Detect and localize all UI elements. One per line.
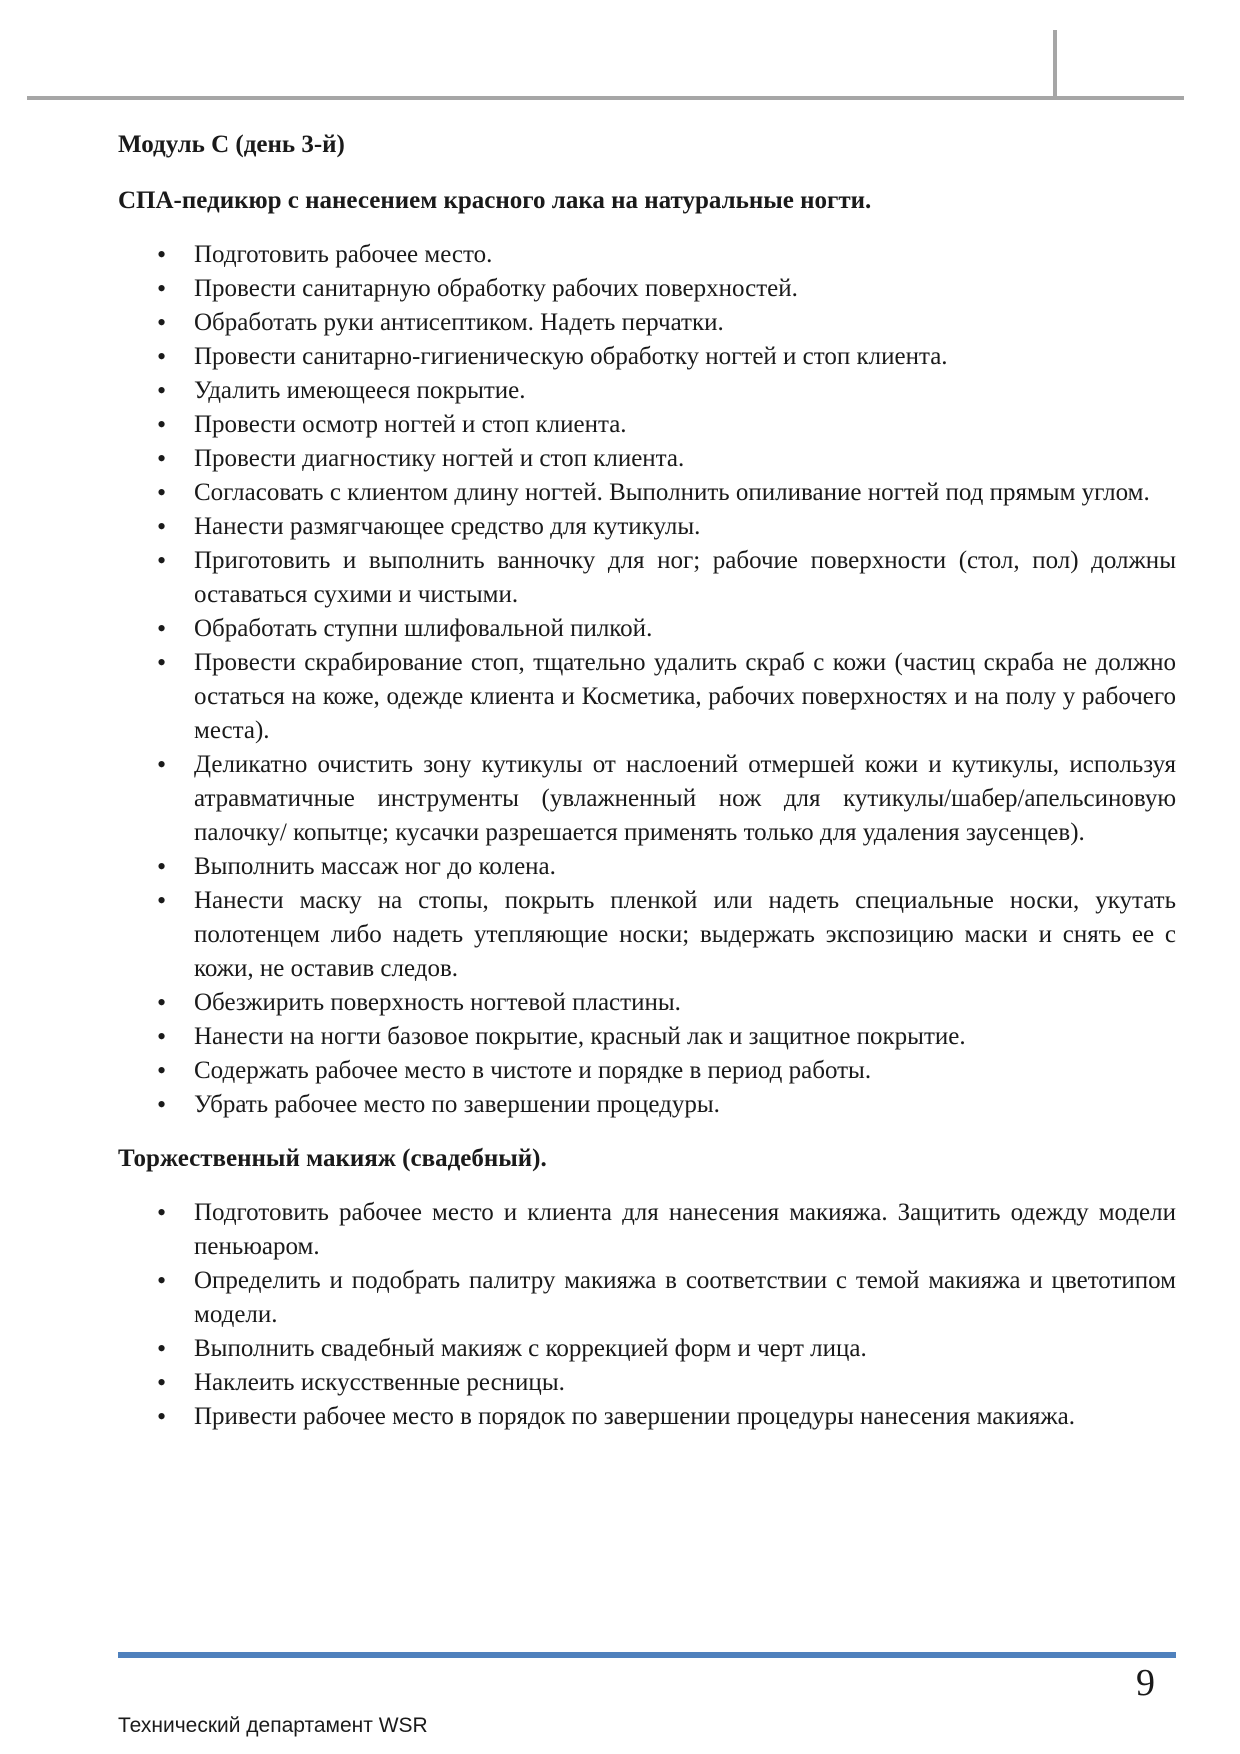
list-item: • Обработать ступни шлифовальной пилкой. — [194, 612, 1176, 646]
page-content — [118, 128, 1176, 1434]
page-number: 9 — [1136, 1662, 1155, 1704]
wedding-makeup-title: Торжественный макияж (свадебный). — [118, 1145, 547, 1172]
footer-text: Технический департамент WSR — [118, 1714, 428, 1737]
list-item: • Обработать руки антисептиком. Надеть перчатки. — [194, 306, 1176, 340]
list-item: • Нанести маску на стопы, покрыть пленкой или надеть специальные носки, укутать полотенцем либо надеть утепляющие носки; выдержать экспозицию маски и снять ее с кожи, не оставив следов. — [194, 884, 1176, 986]
list-item: • Подготовить рабочее место и клиента для нанесения макияжа. Защитить одежду модели пеньюаром. — [194, 1196, 1176, 1264]
list-item: • Обезжирить поверхность ногтевой пластины. — [194, 986, 1176, 1020]
module-title: Модуль С (день 3-й) — [118, 131, 345, 158]
list-item: • Привести рабочее место в порядок по завершении процедуры нанесения макияжа. — [194, 1400, 1176, 1434]
spa-pedicure-title: СПА-педикюр с нанесением красного лака на натуральные ногти. — [118, 187, 872, 214]
list-item: • Выполнить свадебный макияж с коррекцией форм и черт лица. — [194, 1332, 1176, 1366]
list-item: • Провести осмотр ногтей и стоп клиента. — [194, 408, 1176, 442]
header-rule — [27, 96, 1184, 100]
list-item: • Приготовить и выполнить ванночку для ног; рабочие поверхности (стол, пол) должны оставаться сухими и чистыми. — [194, 544, 1176, 612]
header-tick-mark — [1053, 30, 1057, 98]
list-item: • Содержать рабочее место в чистоте и порядке в период работы. — [194, 1054, 1176, 1088]
list-item: • Определить и подобрать палитру макияжа в соответствии с темой макияжа и цветотипом модели. — [194, 1264, 1176, 1332]
spa-pedicure-steps-list — [118, 238, 1176, 1122]
list-item: • Провести санитарно-гигиеническую обработку ногтей и стоп клиента. — [194, 340, 1176, 374]
list-item: • Убрать рабочее место по завершении процедуры. — [194, 1088, 1176, 1122]
list-item: • Провести скрабирование стоп, тщательно удалить скраб с кожи (частиц скраба не должно остаться на коже, одежде клиента и Косметика, рабочих поверхностях и на полу у рабочего места). — [194, 646, 1176, 748]
list-item: • Выполнить массаж ног до колена. — [194, 850, 1176, 884]
list-item: • Удалить имеющееся покрытие. — [194, 374, 1176, 408]
list-item: • Провести диагностику ногтей и стоп клиента. — [194, 442, 1176, 476]
list-item: • Нанести на ногти базовое покрытие, красный лак и защитное покрытие. — [194, 1020, 1176, 1054]
list-item: • Наклеить искусственные ресницы. — [194, 1366, 1176, 1400]
list-item: • Согласовать с клиентом длину ногтей. Выполнить опиливание ногтей под прямым углом. — [194, 476, 1176, 510]
list-item: • Нанести размягчающее средство для кутикулы. — [194, 510, 1176, 544]
list-item: • Деликатно очистить зону кутикулы от наслоений отмершей кожи и кутикулы, используя атравматичные инструменты (увлажненный нож для кутикулы/шабер/апельсиновую палочку/ копытце; кусачки разрешается применять только для удаления заусенцев). — [194, 748, 1176, 850]
wedding-makeup-steps-list — [118, 1196, 1176, 1434]
footer-rule — [118, 1652, 1176, 1658]
list-item: • Провести санитарную обработку рабочих поверхностей. — [194, 272, 1176, 306]
list-item: • Подготовить рабочее место. — [194, 238, 1176, 272]
